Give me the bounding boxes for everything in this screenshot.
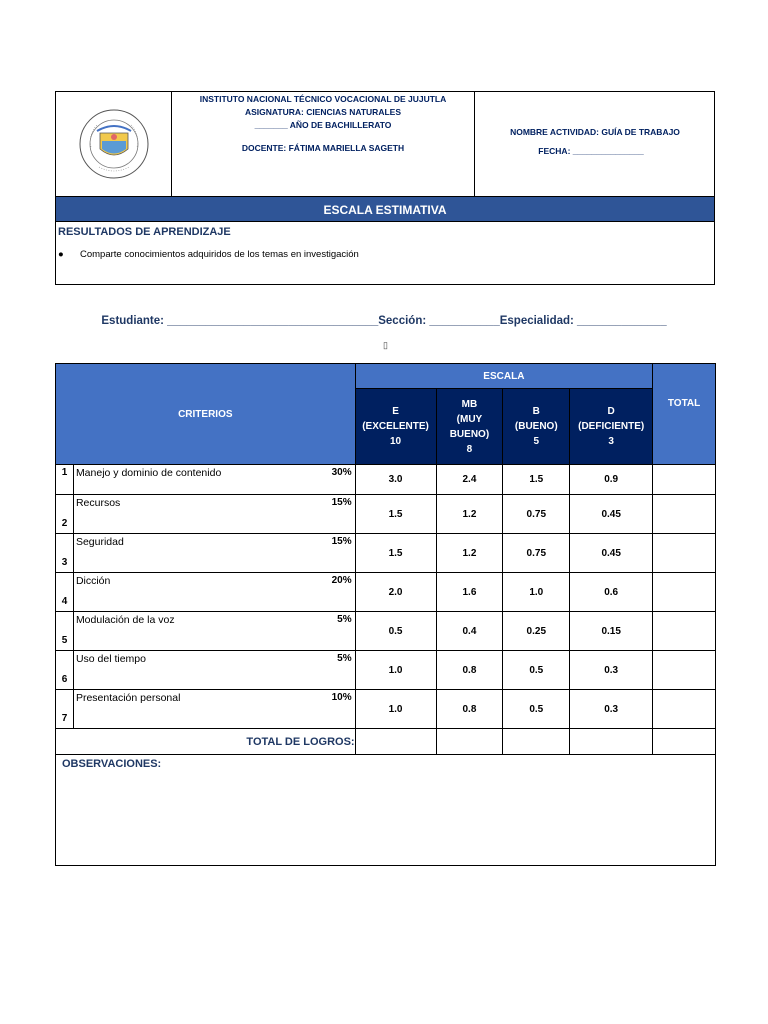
activity-cell xyxy=(475,92,715,196)
table-row: 2 Recursos 15% 1.5 1.2 0.75 0.45 xyxy=(56,495,716,534)
criterion-weight: 5% xyxy=(337,614,352,625)
criterion-name: Manejo y dominio de contenido xyxy=(75,467,222,479)
score-mb: 0.8 xyxy=(436,651,503,690)
total-cell[interactable] xyxy=(653,495,716,534)
score-mb: 1.2 xyxy=(436,534,503,573)
score-e: 2.0 xyxy=(355,573,436,612)
score-b: 1.0 xyxy=(503,573,570,612)
score-b: 0.5 xyxy=(503,690,570,729)
criterion-name: Modulación de la voz xyxy=(75,614,175,626)
criterion-weight: 15% xyxy=(331,497,352,508)
score-mb: 2.4 xyxy=(436,465,503,495)
total-logros-e[interactable] xyxy=(355,729,436,755)
observations-label: OBSERVACIONES: xyxy=(62,758,162,770)
scale-col-excelente: E (EXCELENTE) 10 xyxy=(355,389,436,465)
score-mb: 1.2 xyxy=(436,495,503,534)
score-e: 1.5 xyxy=(355,495,436,534)
score-mb: 0.4 xyxy=(436,612,503,651)
total-cell[interactable] xyxy=(653,612,716,651)
score-e: 1.0 xyxy=(355,690,436,729)
score-d: 0.9 xyxy=(570,465,653,495)
criterion-weight: 5% xyxy=(337,653,352,664)
total-cell[interactable] xyxy=(653,690,716,729)
table-row: 3 Seguridad 15% 1.5 1.2 0.75 0.45 xyxy=(56,534,716,573)
total-logros-d[interactable] xyxy=(570,729,653,755)
score-e: 0.5 xyxy=(355,612,436,651)
score-d: 0.6 xyxy=(570,573,653,612)
score-b: 0.75 xyxy=(503,534,570,573)
scale-header: ESCALA xyxy=(355,364,653,389)
score-d: 0.3 xyxy=(570,651,653,690)
results-title: RESULTADOS DE APRENDIZAJE xyxy=(58,226,231,238)
criterion-weight: 10% xyxy=(331,692,352,703)
rubric-table xyxy=(55,363,716,866)
student-info-line: Estudiante: _________________________________Sección: ___________Especialidad: ______________ xyxy=(101,315,667,327)
school-seal-icon xyxy=(77,107,151,181)
table-row: 5 Modulación de la voz 5% 0.5 0.4 0.25 0.15 xyxy=(56,612,716,651)
score-b: 0.75 xyxy=(503,495,570,534)
date-line: FECHA: _______________ xyxy=(538,146,644,156)
scale-col-muy-bueno: MB (MUY BUENO) 8 xyxy=(436,389,503,465)
scale-col-deficiente: D (DEFICIENTE) 3 xyxy=(570,389,653,465)
total-logros-label: TOTAL DE LOGROS: xyxy=(56,729,356,755)
observations-field[interactable] xyxy=(56,755,716,866)
score-b: 0.5 xyxy=(503,651,570,690)
institution-cell xyxy=(172,92,475,196)
scale-title-bar: ESCALA ESTIMATIVA xyxy=(56,196,714,222)
bullet-icon: ● xyxy=(58,249,64,260)
table-row: 4 Dicción 20% 2.0 1.6 1.0 0.6 xyxy=(56,573,716,612)
total-logros-total[interactable] xyxy=(653,729,716,755)
criterion-name: Seguridad xyxy=(75,536,124,548)
institution-name: INSTITUTO NACIONAL TÉCNICO VOCACIONAL DE JUJUTLA xyxy=(199,94,447,104)
total-logros-b[interactable] xyxy=(503,729,570,755)
total-header: TOTAL xyxy=(653,364,716,465)
score-b: 0.25 xyxy=(503,612,570,651)
document-header xyxy=(55,91,715,285)
year-line: _______ AÑO DE BACHILLERATO xyxy=(254,120,392,130)
score-d: 0.15 xyxy=(570,612,653,651)
score-d: 0.45 xyxy=(570,534,653,573)
placeholder-glyph: ▯ xyxy=(383,340,388,350)
criteria-header: CRITERIOS xyxy=(56,364,356,465)
results-item xyxy=(58,249,359,260)
table-row: 1 Manejo y dominio de contenido 30% 3.0 2.4 1.5 0.9 xyxy=(56,465,716,495)
score-e: 1.0 xyxy=(355,651,436,690)
criterion-weight: 30% xyxy=(331,467,352,478)
table-row: 7 Presentación personal 10% 1.0 0.8 0.5 0.3 xyxy=(56,690,716,729)
criterion-weight: 20% xyxy=(331,575,352,586)
score-b: 1.5 xyxy=(503,465,570,495)
table-row: 6 Uso del tiempo 5% 1.0 0.8 0.5 0.3 xyxy=(56,651,716,690)
score-d: 0.3 xyxy=(570,690,653,729)
score-e: 3.0 xyxy=(355,465,436,495)
total-cell[interactable] xyxy=(653,534,716,573)
scale-col-bueno: B (BUENO) 5 xyxy=(503,389,570,465)
score-mb: 1.6 xyxy=(436,573,503,612)
criterion-name: Presentación personal xyxy=(75,692,181,704)
score-mb: 0.8 xyxy=(436,690,503,729)
criterion-name: Recursos xyxy=(75,497,121,509)
teacher-line: DOCENTE: FÁTIMA MARIELLA SAGETH xyxy=(241,143,405,153)
results-item-text: Comparte conocimientos adquiridos de los temas en investigación xyxy=(80,249,359,260)
score-d: 0.45 xyxy=(570,495,653,534)
criterion-weight: 15% xyxy=(331,536,352,547)
logo-cell xyxy=(56,92,172,196)
score-e: 1.5 xyxy=(355,534,436,573)
total-cell[interactable] xyxy=(653,573,716,612)
total-cell[interactable] xyxy=(653,465,716,495)
activity-line: NOMBRE ACTIVIDAD: GUÍA DE TRABAJO xyxy=(510,127,680,137)
criterion-name: Uso del tiempo xyxy=(75,653,146,665)
total-logros-mb[interactable] xyxy=(436,729,503,755)
total-cell[interactable] xyxy=(653,651,716,690)
criterion-name: Dicción xyxy=(75,575,111,587)
subject-line: ASIGNATURA: CIENCIAS NATURALES xyxy=(245,107,401,117)
